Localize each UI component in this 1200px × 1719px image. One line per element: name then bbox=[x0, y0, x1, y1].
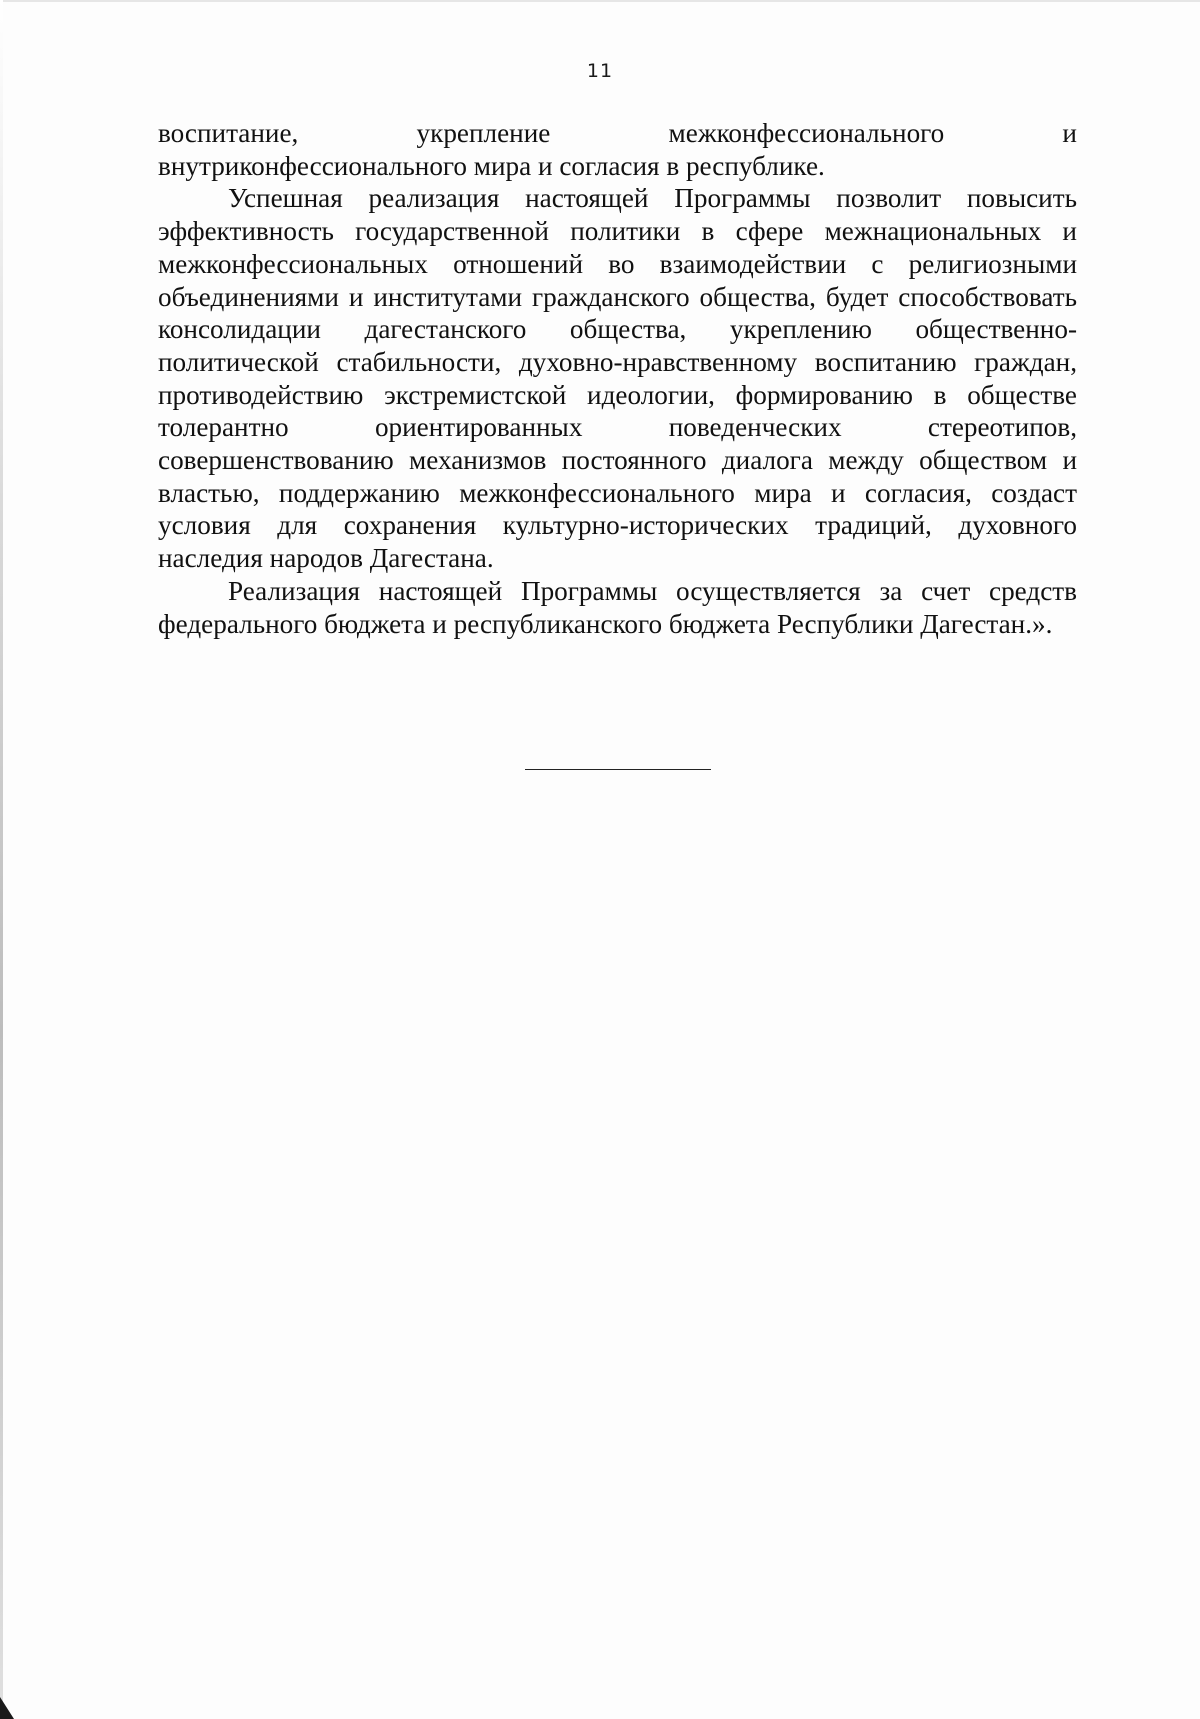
paragraph-2: Успешная реализация настоящей Программы позволит повысить эффективность государственной политики в сфере межнациональных и межконфессиональных отношений во взаимодействии с религиозными объединениями и институтами гражданского общества, будет способствовать консолидации дагестанского общества, укреплению общественно-политической стабильности, духовно-нравственному воспитанию граждан, противодействию экстремистской идеологии, формированию в обществе толерантно ориентированных поведенческих стереотипов, совершенствованию механизмов постоянного диалога между обществом и властью, поддержанию межконфессионального мира и согласия, создаст условия для сохранения культурно-исторических традиций, духовного наследия народов Дагестана. bbox=[158, 183, 1077, 574]
page-number: 11 bbox=[586, 60, 614, 82]
paragraph-1-line-1: воспитание, укрепление межконфессионального и bbox=[158, 118, 1077, 148]
paragraph-1-line-2: внутриконфессионального мира и согласия в республике. bbox=[158, 150, 825, 181]
scan-edge-top bbox=[0, 0, 1200, 2]
end-separator-line bbox=[525, 769, 711, 770]
scan-edge-left bbox=[0, 0, 3, 1719]
paragraph-3: Реализация настоящей Программы осуществляется за счет средств федерального бюджета и республиканского бюджета Республики Дагестан.». bbox=[158, 575, 1077, 639]
scan-corner-mark bbox=[0, 1697, 14, 1719]
body-text bbox=[158, 117, 1077, 640]
paragraph-1 bbox=[158, 117, 1077, 182]
